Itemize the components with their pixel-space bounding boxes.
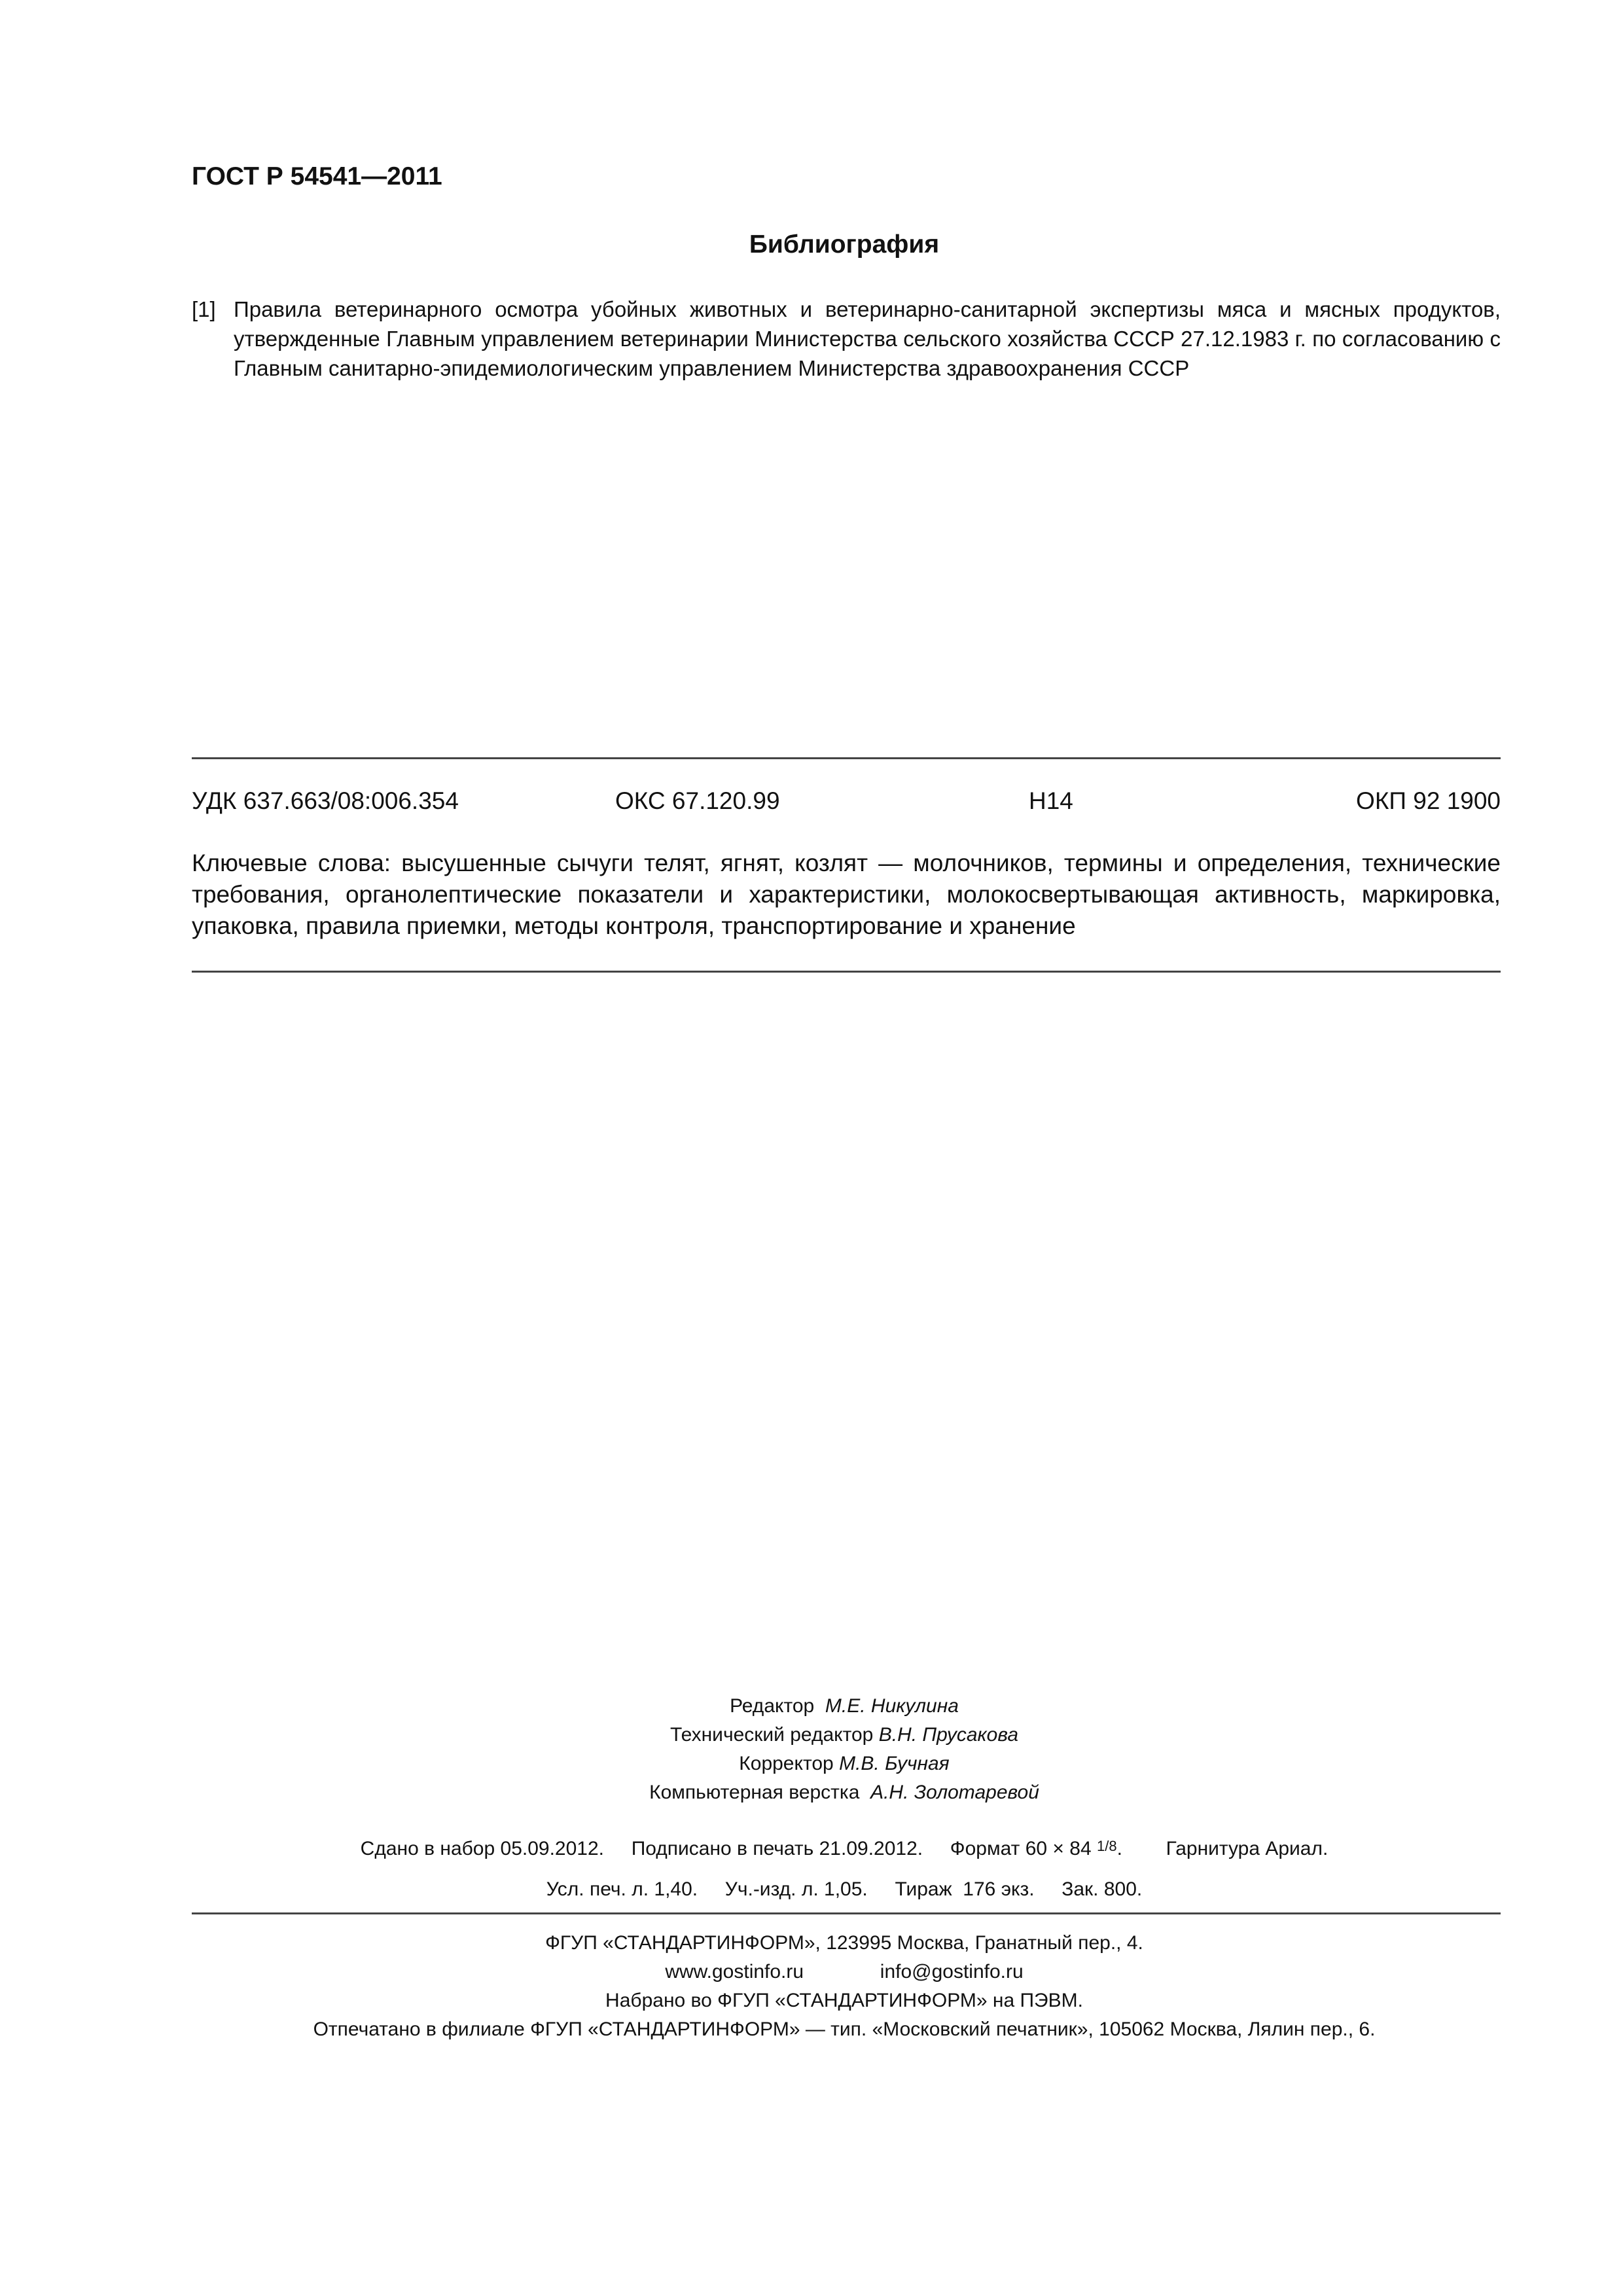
printed-note: Отпечатано в филиале ФГУП «СТАНДАРТИНФОРМ» — тип. «Московский печатник», 105062 Москва, Лялин пер., 6. (313, 2018, 1376, 2040)
format: Формат 60 × 84 $^{1/8}$. (950, 1838, 1122, 1859)
publisher-address: ФГУП «СТАНДАРТИНФОРМ», 123995 Москва, Гранатный пер., 4. (545, 1932, 1143, 1954)
sent-date: Сдано в набор 05.09.2012. (360, 1838, 604, 1859)
print-run: Тираж 176 экз. (895, 1878, 1035, 1900)
publisher-sheets: Уч.-изд. л. 1,05. (724, 1878, 868, 1900)
bibliography-item-number: [1] (192, 297, 216, 321)
udk-code: УДК 637.663/08:006.354 (192, 787, 459, 814)
document-code: ГОСТ Р 54541—2011 (192, 162, 442, 190)
publisher-block (0, 1929, 1623, 2044)
editor-label: Редактор (730, 1695, 815, 1717)
publisher-email: info@gostinfo.ru (880, 1961, 1024, 1982)
bibliography-title: Библиография (749, 230, 940, 259)
publisher-contacts (0, 1958, 1623, 1986)
tech-editor-label: Технический редактор (669, 1724, 874, 1746)
layout-line (0, 1778, 1623, 1807)
format-fraction: 1/8 (1096, 1838, 1117, 1854)
editor-line (0, 1692, 1623, 1721)
typeset-note: Набрано во ФГУП «СТАНДАРТИНФОРМ» на ПЭВМ. (605, 1990, 1083, 2011)
keywords: Ключевые слова: высушенные сычуги телят, ягнят, козлят — молочников, термины и определения, технические требования, органолептические показатели и характеристики, молокосвертывающая активность, маркировка, упаковка, правила приемки, методы контроля, транспортирование и хранение (192, 850, 1501, 939)
group-code: Н14 (1029, 787, 1073, 814)
okp-code: ОКП 92 1900 (1356, 787, 1501, 814)
publisher-website: www.gostinfo.ru (665, 1961, 804, 1982)
imprint-line-1 (0, 1838, 1623, 1860)
bibliography-item (192, 295, 1501, 383)
layout-label: Компьютерная верстка (649, 1782, 860, 1803)
editor-name: М.Е. Никулина (825, 1695, 959, 1717)
imprint-divider (192, 1912, 1501, 1914)
tech-editor-line (0, 1721, 1623, 1749)
signed-date: Подписано в печать 21.09.2012. (631, 1838, 923, 1859)
credits-block (0, 1692, 1623, 1807)
corrector-label: Корректор (739, 1753, 834, 1774)
order-number: Зак. 800. (1061, 1878, 1143, 1900)
top-divider (192, 757, 1501, 759)
print-sheets: Усл. печ. л. 1,40. (546, 1878, 698, 1900)
tech-editor-name: В.Н. Прусакова (878, 1724, 1019, 1746)
oks-code: ОКС 67.120.99 (615, 787, 780, 814)
imprint-line-2 (0, 1878, 1623, 1901)
layout-name: А.Н. Золотаревой (870, 1782, 1039, 1803)
bottom-divider (192, 971, 1501, 973)
corrector-line (0, 1749, 1623, 1778)
bibliography-item-text: Правила ветеринарного осмотра убойных животных и ветеринарно-санитарной экспертизы мяса и мясных продуктов, утвержденные Главным управлением ветеринарии Министерства сельского хозяйства СССР 27.12.1983 г. по согласованию с Главным санитарно-эпидемиологическим управлением Министерства здравоохранения СССР (234, 297, 1501, 380)
corrector-name: М.В. Бучная (839, 1753, 950, 1774)
typeface: Гарнитура Ариал. (1166, 1838, 1329, 1859)
